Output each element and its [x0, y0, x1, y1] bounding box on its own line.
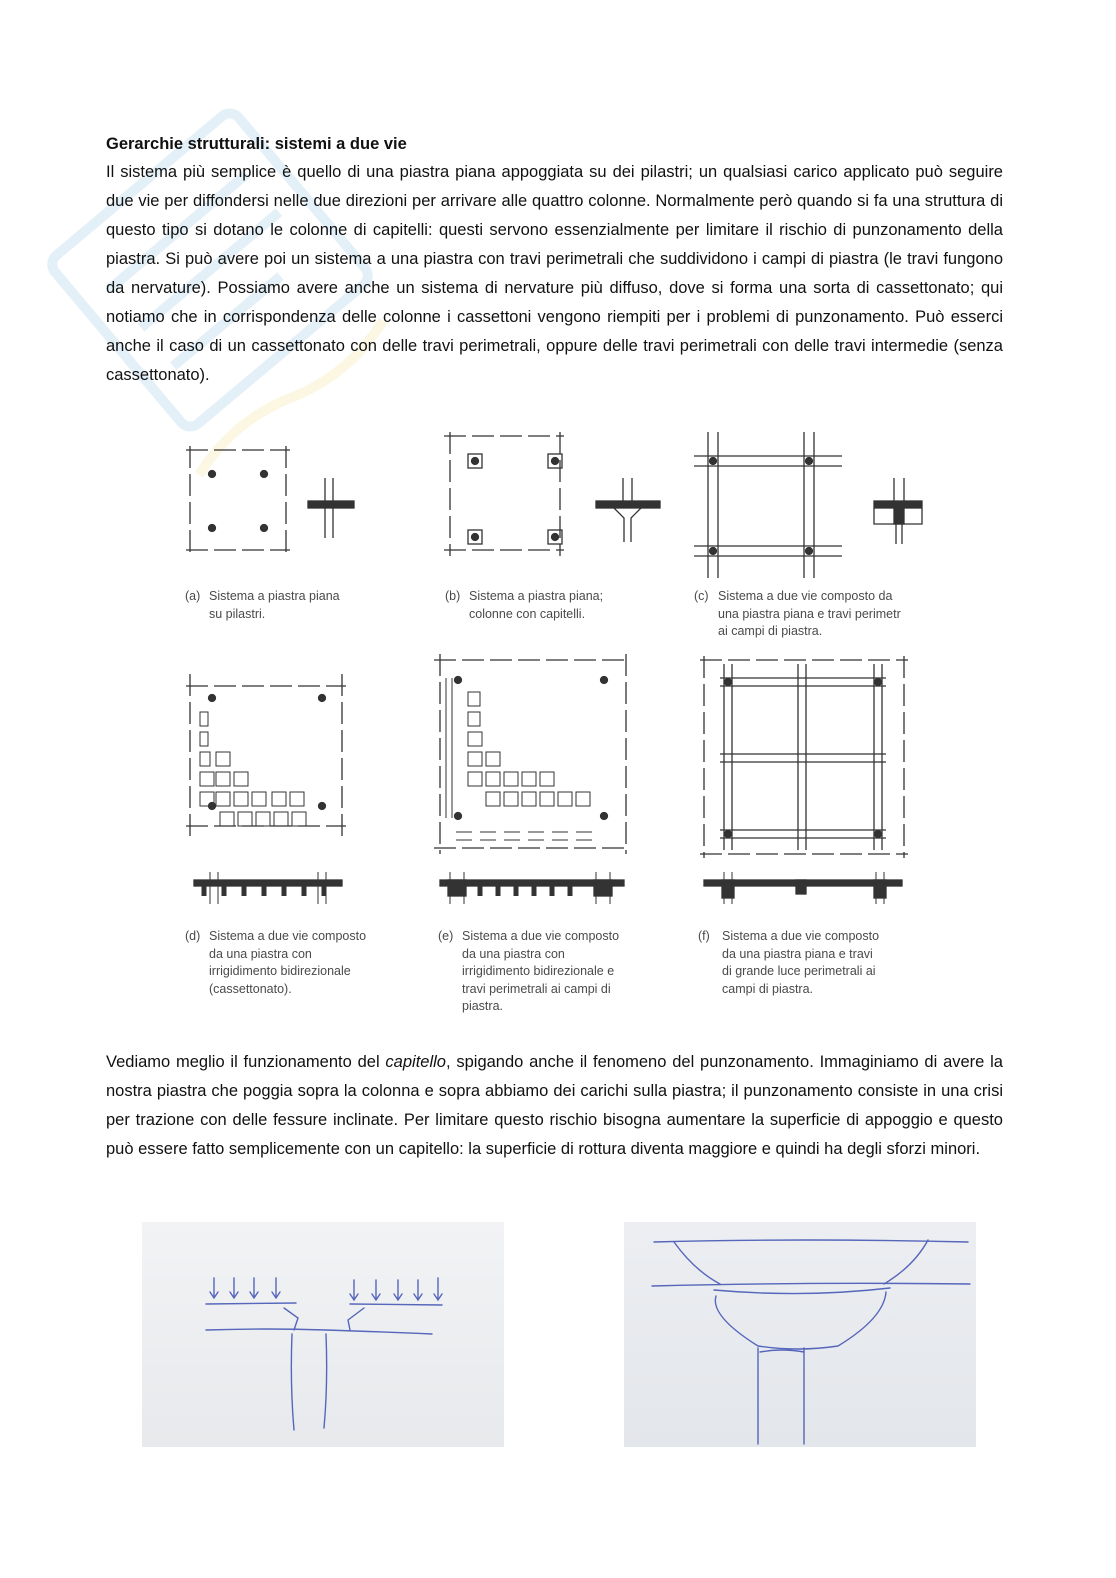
sketch-capital: [624, 1222, 976, 1447]
diagram-b-section: [596, 478, 660, 542]
caption-f: (f) Sistema a due vie composto da una piastra piana e travi di grande luce perimetrali ai campi di piastra.: [698, 929, 880, 996]
sketch-punching-shear: [142, 1222, 504, 1447]
diagram-c-plan: [694, 432, 842, 578]
diagram-e-section: [440, 872, 624, 904]
caption-d: (d) Sistema a due vie composto da una piastra con irrigidimento bidirezionale (cassettonato).: [185, 929, 367, 996]
diagram-a-section: [308, 478, 354, 538]
caption-b: (b) Sistema a piastra piana; colonne con capitelli.: [445, 589, 604, 621]
diagram-d-plan: [186, 674, 346, 838]
sketch-column-capital: [624, 1222, 976, 1447]
diagram-c-section: [874, 478, 922, 544]
capital-paragraph: Vediamo meglio il funzionamento del capitello, spigando anche il fenomeno del punzonamento. Immaginiamo di avere la nostra piastra che poggia sopra la colonna e sopra abbiamo dei carichi sulla piastra; il punzonamento consiste in una crisi per trazione con delle fessure inclinate. Per limitare questo rischio bisogna aumentare la superficie di appoggio e questo può essere fatto semplicemente con un capitello: la superficie di rottura diventa maggiore e quindi ha degli sforzi minori.: [106, 1053, 1003, 1158]
caption-a: (a) Sistema a piastra piana su pilastri.: [185, 589, 340, 621]
diagram-f-plan: [700, 656, 908, 858]
sketch-slab-column: [142, 1222, 504, 1447]
caption-c: (c) Sistema a due vie composto da una piastra piana e travi perimetr ai campi di piastra.: [694, 589, 901, 638]
section-heading: Gerarchie strutturali: sistemi a due vie: [106, 135, 407, 153]
capital-term: capitello: [385, 1053, 446, 1071]
diagram-f-section: [704, 872, 902, 904]
diagram-d-section: [194, 872, 342, 904]
diagram-b-plan: [444, 432, 564, 556]
diagram-a-plan: [186, 446, 290, 554]
figure-two-way-systems: [180, 428, 940, 1028]
caption-e: (e) Sistema a due vie composto da una piastra con irrigidimento bidirezionale e travi perimetrali ai campi di piastra.: [438, 929, 620, 1013]
diagram-e-plan: [434, 654, 630, 854]
intro-paragraph: Il sistema più semplice è quello di una piastra piana appoggiata su dei pilastri; un qualsiasi carico applicato può seguire due vie per diffondersi nelle due direzioni per arrivare alle quattro colonne. Normalmente però quando si fa una struttura di questo tipo si dotano le colonne di capitelli: questi servono essenzialmente per limitare il rischio di punzonamento della piastra. Si può avere poi un sistema a una piastra con travi perimetrali che suddividono i campi di piastra (le travi fungono da nervature). Possiamo avere anche un sistema di nervature più diffuso, dove si forma una sorta di cassettonato; qui notiamo che in corrispondenza delle colonne i cassettoni vengono riempiti per i problemi di punzonamento. Può esserci anche il caso di un cassettonato con delle travi perimetrali, oppure delle travi perimetrali con delle travi intermedie (senza cassettonato).: [106, 163, 1003, 384]
